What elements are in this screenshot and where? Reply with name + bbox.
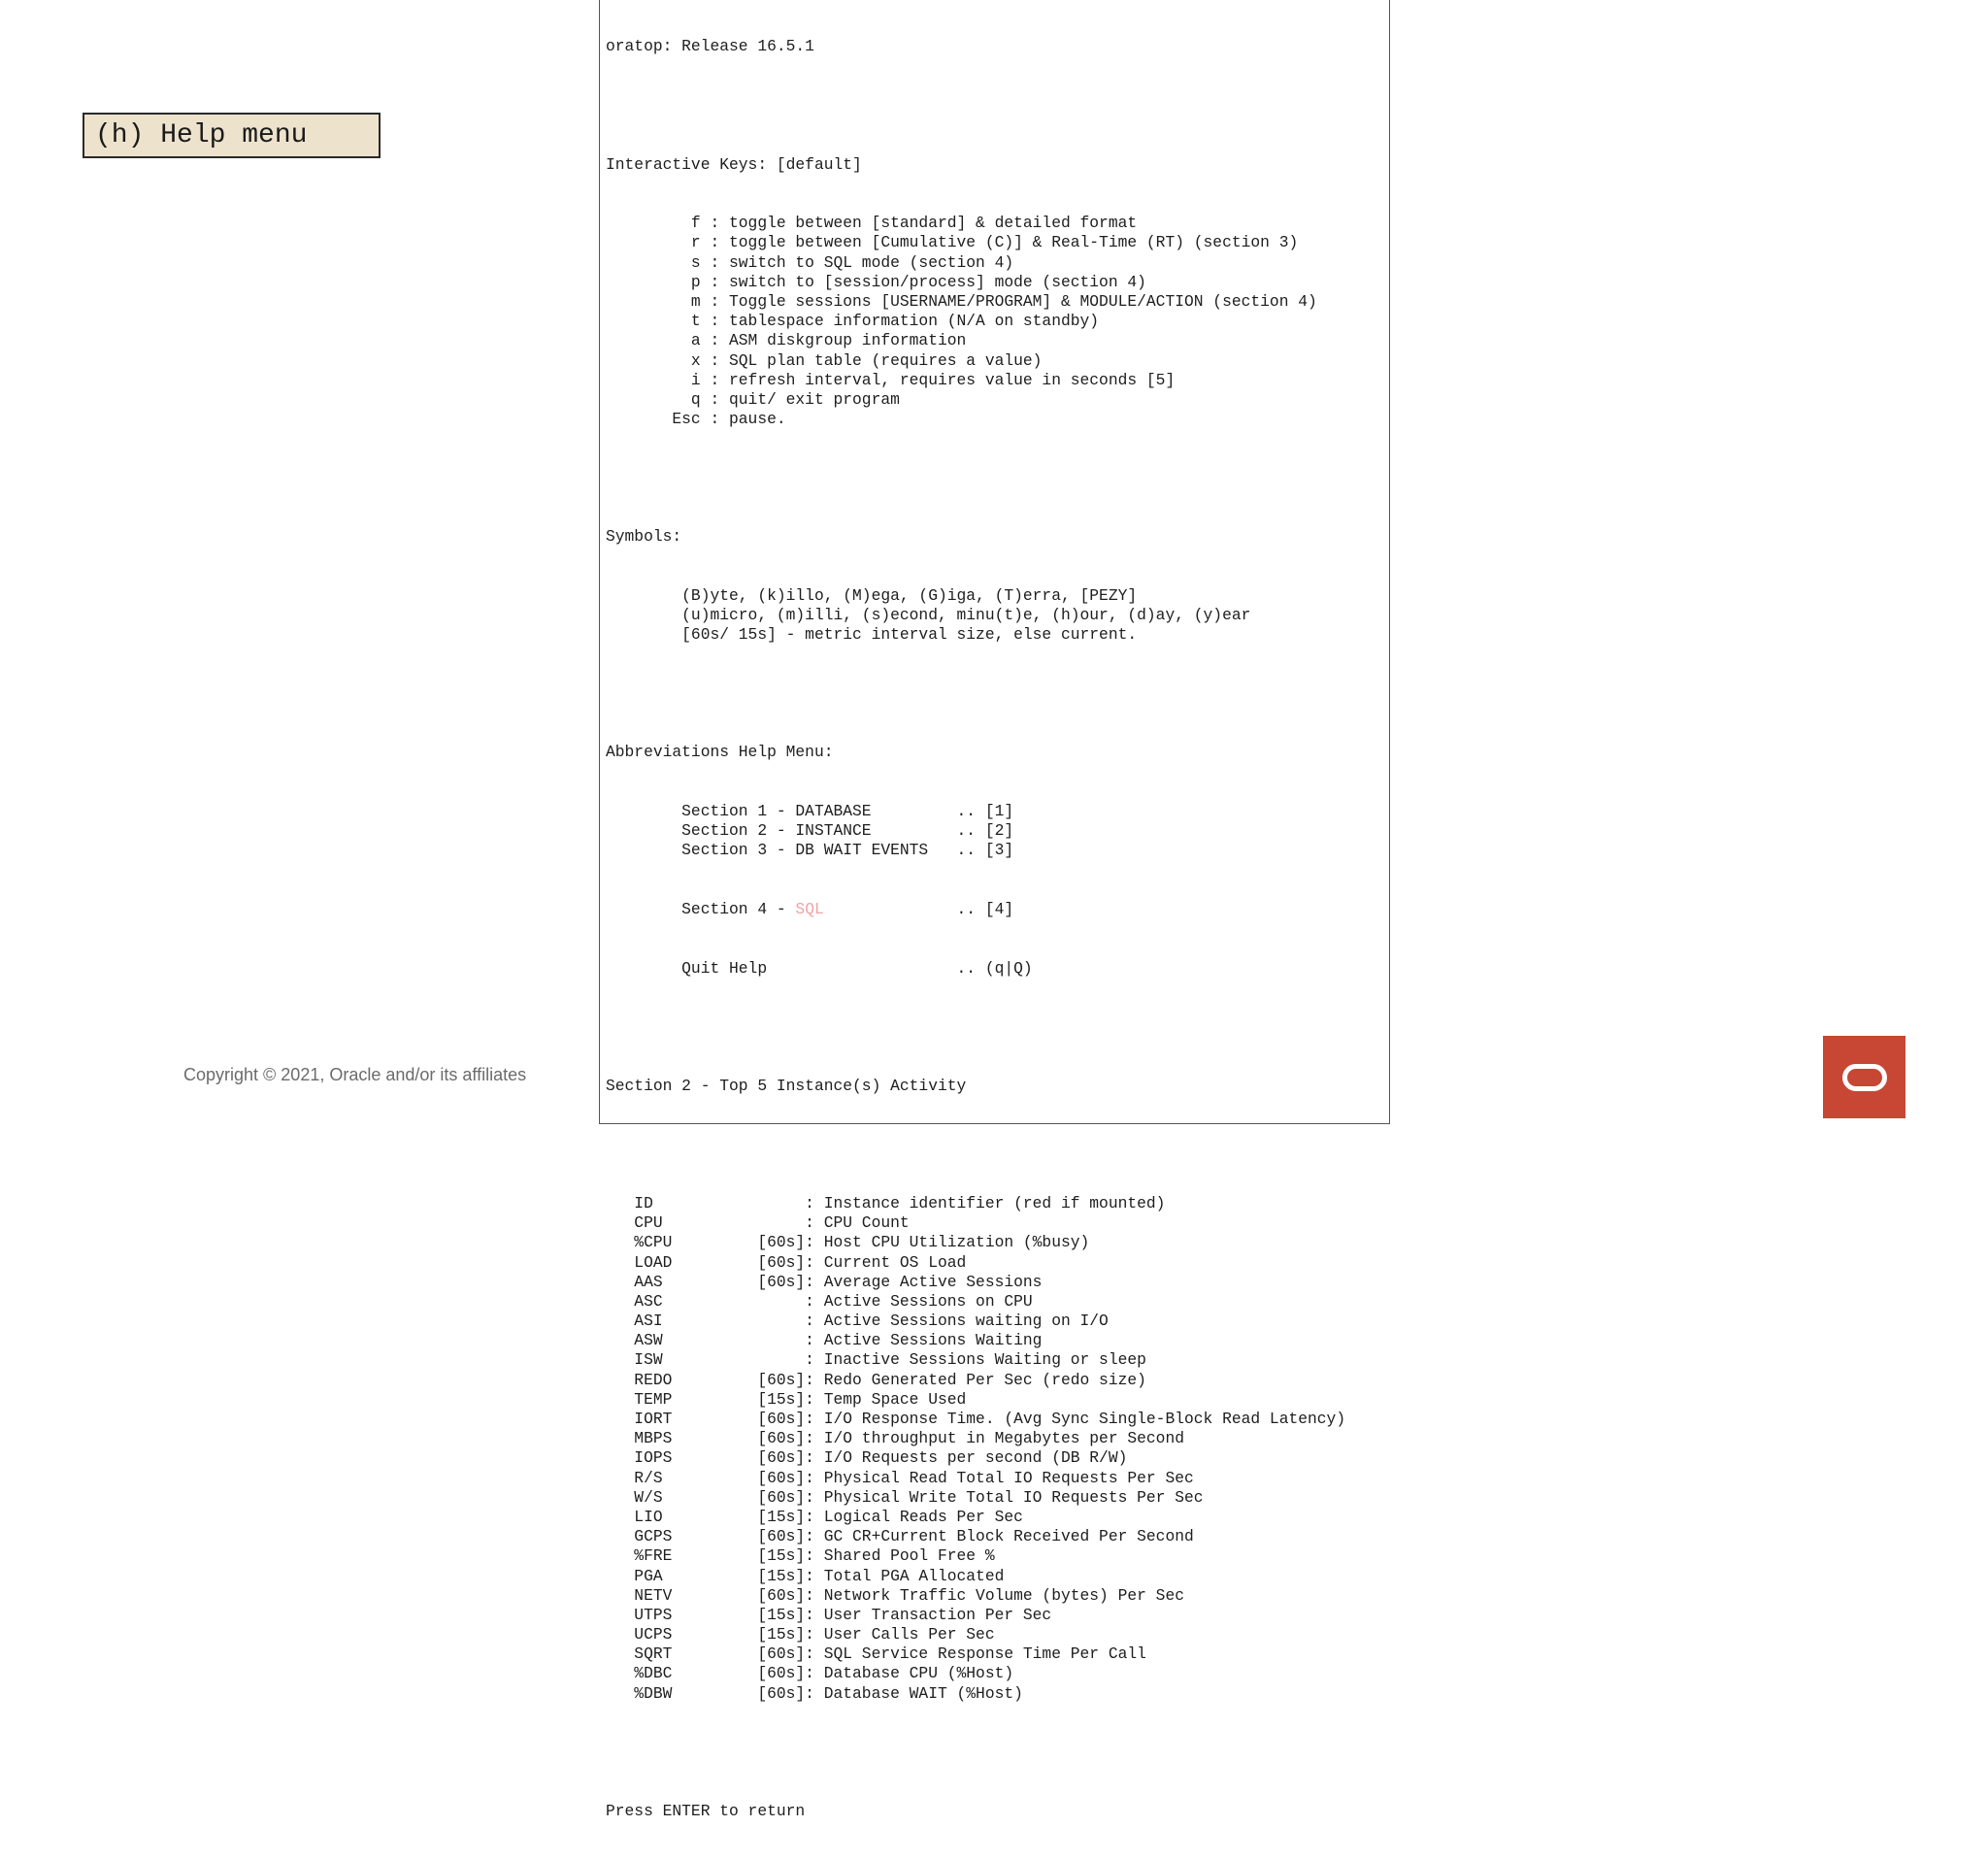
metric-line: PGA [15s]: Total PGA Allocated	[606, 1566, 1005, 1585]
metric-line: IORT [60s]: I/O Response Time. (Avg Sync Single-Block Read Latency)	[606, 1410, 1346, 1428]
interactive-key-line: a : ASM diskgroup information	[606, 331, 967, 350]
metric-line: UCPS [15s]: User Calls Per Sec	[606, 1625, 995, 1644]
metric-line: ISW : Inactive Sessions Waiting or sleep	[606, 1350, 1146, 1370]
interactive-key-line: i : refresh interval, requires value in seconds [5]	[606, 370, 1176, 389]
terminal-output	[606, 0, 1345, 1860]
abbreviations-list	[606, 802, 1345, 861]
terminal-window	[599, 0, 1390, 1820]
interactive-key-line: r : toggle between [Cumulative (C)] & Real-Time (RT) (section 3)	[606, 233, 1299, 252]
metric-line: W/S [60s]: Physical Write Total IO Requests Per Sec	[606, 1487, 1204, 1507]
metric-line: AAS [60s]: Average Active Sessions	[606, 1272, 1043, 1291]
blank-line	[606, 684, 1345, 704]
blank-line	[606, 1135, 1345, 1154]
blank-line	[606, 96, 1345, 116]
metric-line: %DBW [60s]: Database WAIT (%Host)	[606, 1683, 1023, 1703]
interactive-key-line: Esc : pause.	[606, 410, 786, 429]
abbrev-line: Section 1 - DATABASE .. [1]	[606, 802, 1014, 820]
release-line: oratop: Release 16.5.1	[606, 37, 814, 56]
metric-line: GCPS [60s]: GC CR+Current Block Received Per Second	[606, 1527, 1194, 1546]
metric-line: CPU : CPU Count	[606, 1213, 910, 1233]
abbrev-section-4-suffix: .. [4]	[823, 899, 1014, 918]
metric-line: %FRE [15s]: Shared Pool Free %	[606, 1546, 995, 1566]
metric-line: UTPS [15s]: User Transaction Per Sec	[606, 1605, 1052, 1624]
abbrev-line: Section 3 - DB WAIT EVENTS .. [3]	[606, 841, 1014, 860]
interactive-keys-list	[606, 214, 1345, 429]
abbrev-line: Section 2 - INSTANCE .. [2]	[606, 821, 1014, 841]
interactive-keys-title: Interactive Keys: [default]	[606, 154, 862, 174]
metric-line: LOAD [60s]: Current OS Load	[606, 1252, 967, 1272]
symbols-title: Symbols:	[606, 527, 682, 547]
sql-highlight-text: SQL	[795, 899, 824, 918]
abbrev-section-4	[606, 900, 1345, 919]
metric-line: ASW : Active Sessions Waiting	[606, 1331, 1043, 1350]
abbreviations-title: Abbreviations Help Menu:	[606, 743, 834, 762]
metric-line: %CPU [60s]: Host CPU Utilization (%busy)	[606, 1233, 1090, 1252]
interactive-key-line: q : quit/ exit program	[606, 389, 900, 409]
blank-line	[606, 1743, 1345, 1762]
metrics-list	[606, 1194, 1345, 1704]
metric-line: ASC : Active Sessions on CPU	[606, 1291, 1033, 1311]
metric-line: SQRT [60s]: SQL Service Response Time Per Call	[606, 1644, 1146, 1664]
interactive-key-line: t : tablespace information (N/A on standby)	[606, 312, 1100, 331]
metric-line: MBPS [60s]: I/O throughput in Megabytes per Second	[606, 1429, 1184, 1448]
metric-line: ID : Instance identifier (red if mounted)	[606, 1193, 1166, 1212]
oracle-logo-icon	[1841, 1063, 1888, 1092]
interactive-key-line: m : Toggle sessions [USERNAME/PROGRAM] & MODULE/ACTION (section 4)	[606, 291, 1317, 311]
metric-line: R/S [60s]: Physical Read Total IO Requests Per Sec	[606, 1468, 1194, 1487]
interactive-key-line: x : SQL plan table (requires a value)	[606, 350, 1043, 370]
symbol-line: (B)yte, (k)illo, (M)ega, (G)iga, (T)erra, [PEZY]	[606, 585, 1138, 605]
metric-line: ASI : Active Sessions waiting on I/O	[606, 1312, 1109, 1331]
metric-line: %DBC [60s]: Database CPU (%Host)	[606, 1664, 1014, 1683]
metric-line: IOPS [60s]: I/O Requests per second (DB R/W)	[606, 1448, 1128, 1468]
copyright-text: Copyright © 2021, Oracle and/or its affiliates	[183, 1065, 527, 1084]
footer-prompt: Press ENTER to return	[606, 1801, 806, 1820]
metric-line: REDO [60s]: Redo Generated Per Sec (redo size)	[606, 1370, 1146, 1389]
symbols-list	[606, 586, 1345, 646]
interactive-key-line: p : switch to [session/process] mode (section 4)	[606, 272, 1146, 291]
symbol-line: (u)micro, (m)illi, (s)econd, minu(t)e, (h)our, (d)ay, (y)ear	[606, 606, 1251, 625]
help-menu-label: (h) Help menu	[83, 113, 381, 158]
interactive-key-line: s : switch to SQL mode (section 4)	[606, 252, 1014, 272]
abbrev-quit-help: Quit Help .. (q|Q)	[606, 958, 1033, 978]
metric-line: TEMP [15s]: Temp Space Used	[606, 1389, 967, 1409]
section2-title: Section 2 - Top 5 Instance(s) Activity	[606, 1076, 967, 1095]
metric-line: LIO [15s]: Logical Reads Per Sec	[606, 1507, 1023, 1526]
interactive-key-line: f : toggle between [standard] & detailed format	[606, 214, 1138, 233]
metric-line: NETV [60s]: Network Traffic Volume (bytes) Per Sec	[606, 1585, 1184, 1605]
oracle-logo	[1823, 1036, 1905, 1118]
blank-line	[606, 1017, 1345, 1037]
blank-line	[606, 469, 1345, 488]
symbol-line: [60s/ 15s] - metric interval size, else current.	[606, 625, 1138, 645]
abbrev-section-4-prefix: Section 4 -	[606, 899, 796, 918]
